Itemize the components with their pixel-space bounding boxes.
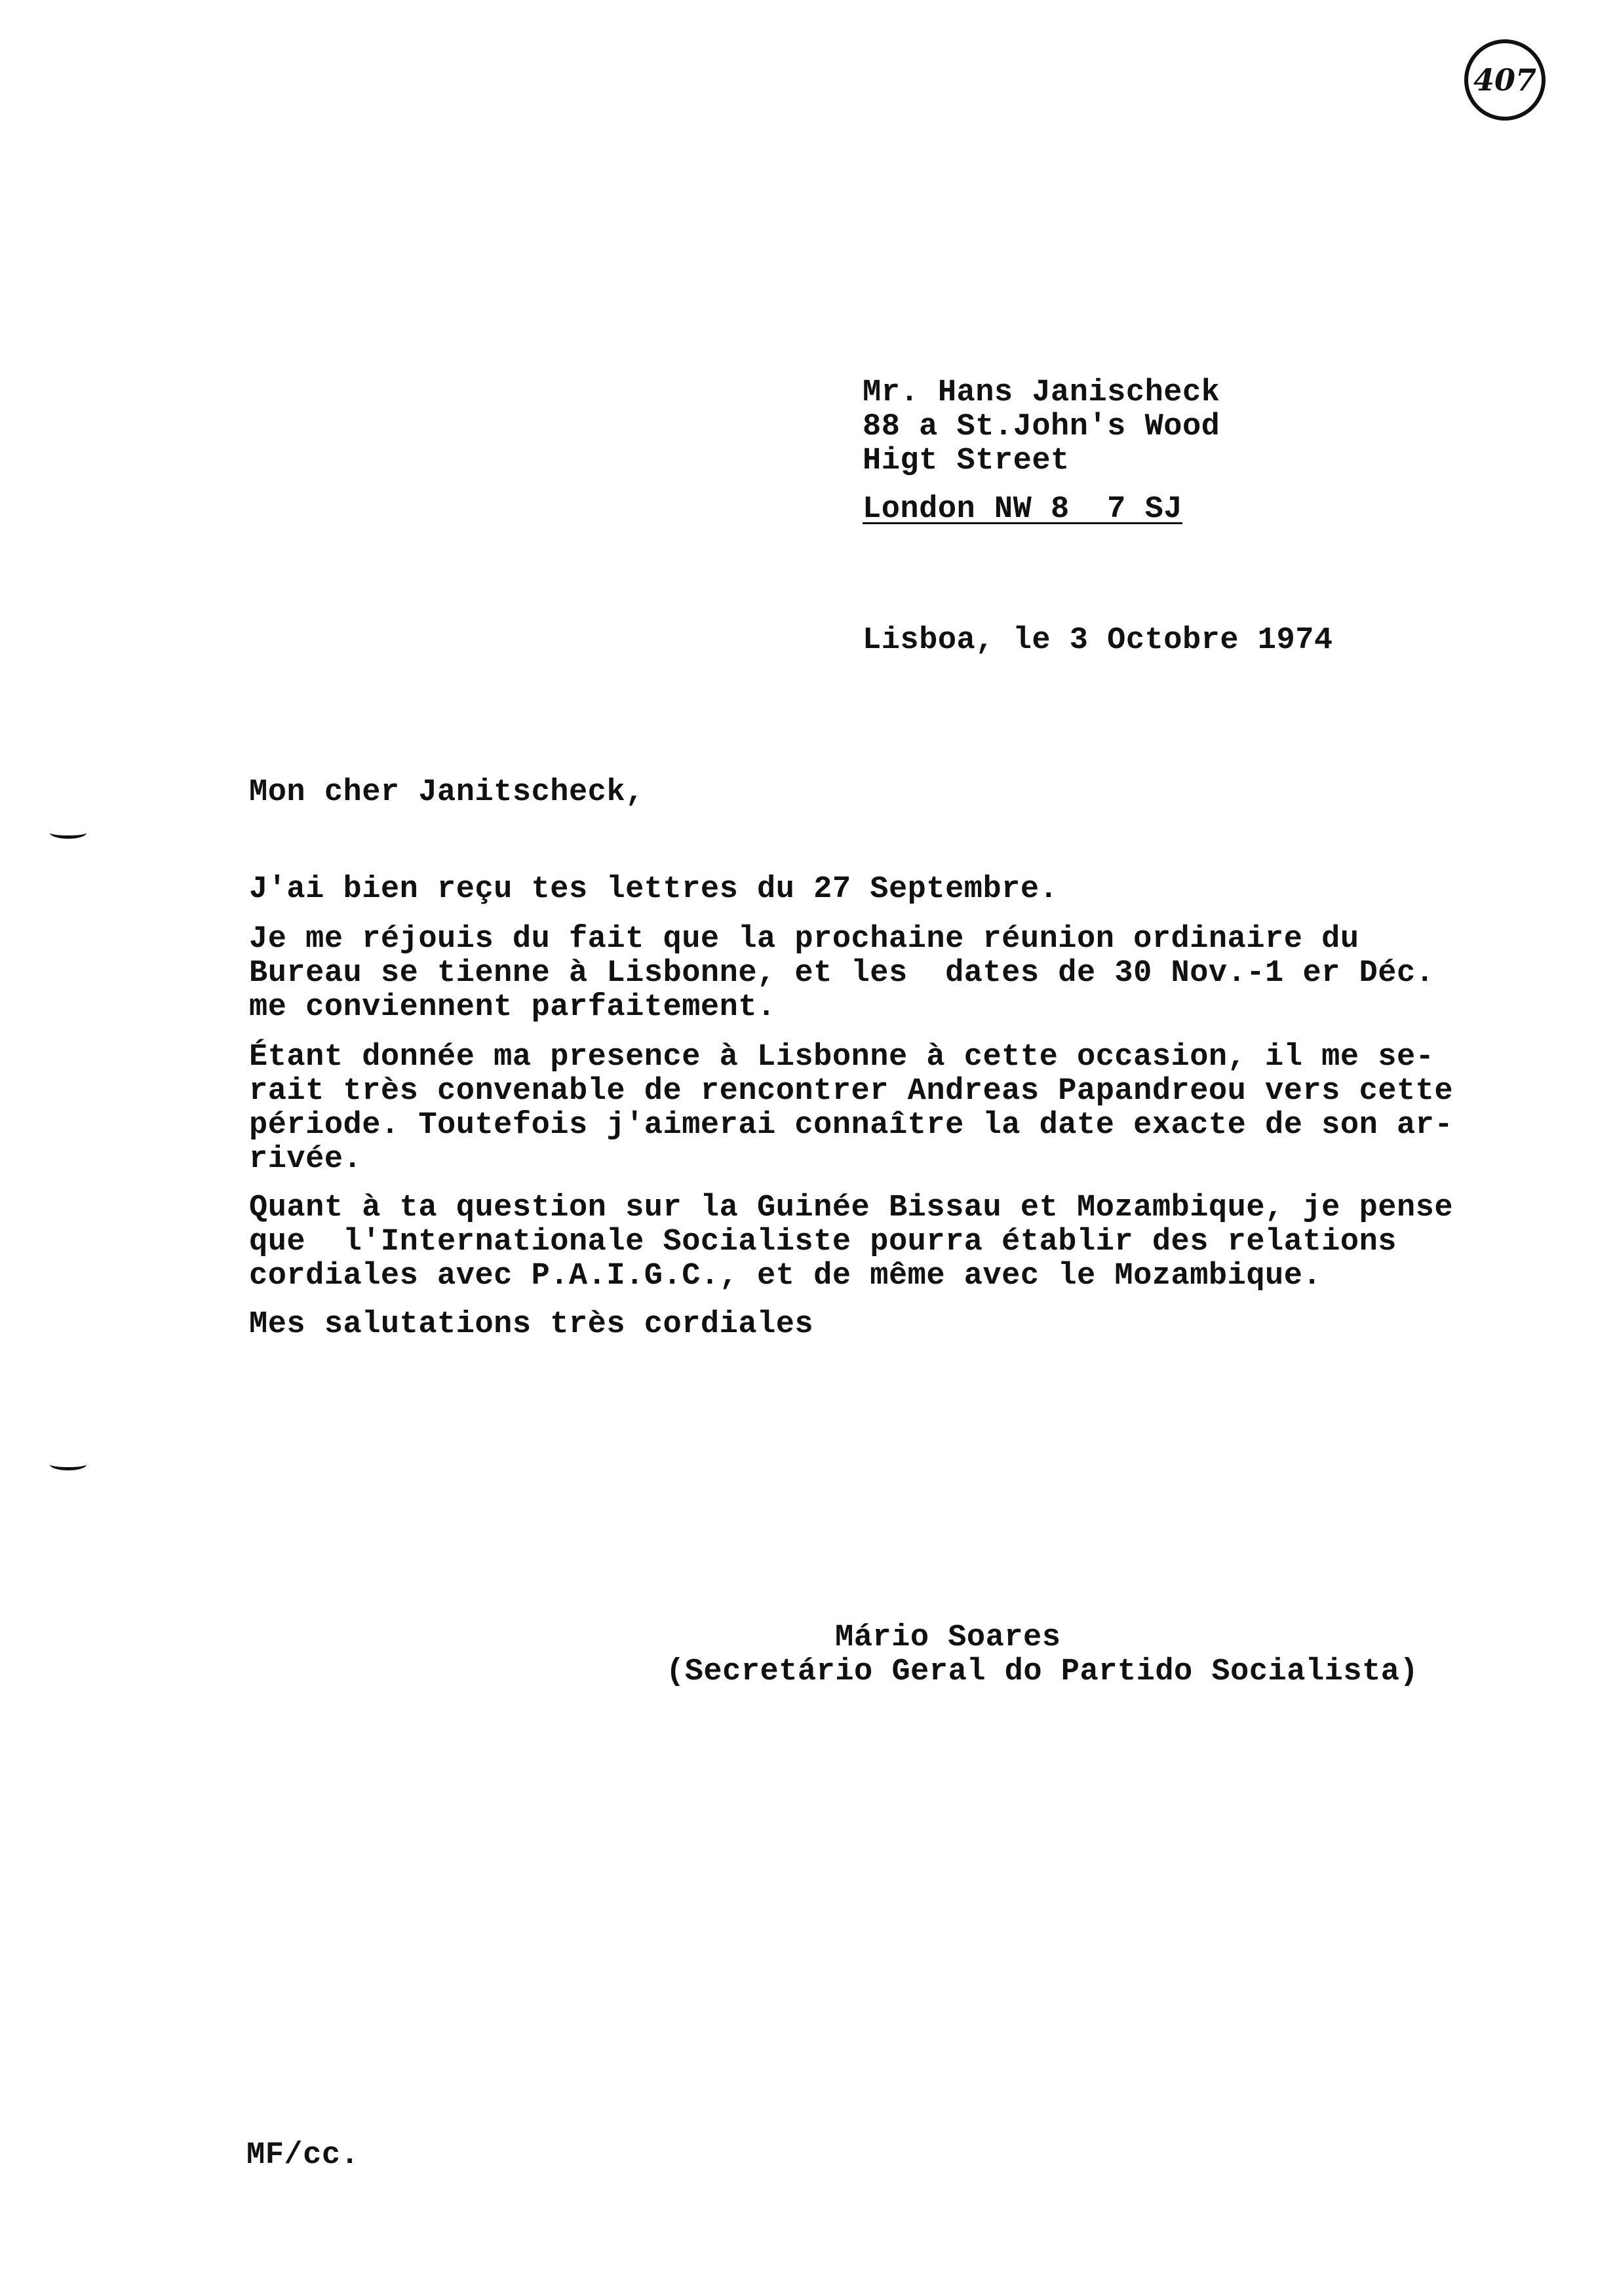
- body-line: Étant donnée ma presence à Lisbonne à cette occasion, il me se-: [249, 1040, 1435, 1075]
- body-line: cordiales avec P.A.I.G.C., et de même avec le Mozambique.: [249, 1259, 1322, 1293]
- signature-name: Mário Soares: [835, 1620, 1061, 1655]
- recipient-address-line1: 88 a St.John's Wood: [863, 410, 1220, 444]
- body-line: rait très convenable de rencontrer Andreas Papandreou vers cette: [249, 1074, 1454, 1109]
- punch-hole-mark-top: [50, 827, 87, 839]
- body-line: période. Toutefois j'aimerai connaître la date exacte de son ar-: [249, 1108, 1454, 1143]
- punch-hole-mark-bottom: [50, 1459, 87, 1470]
- body-line: Bureau se tienne à Lisbonne, et les dates de 30 Nov.-1 er Déc.: [249, 956, 1435, 991]
- recipient-city: London NW 8 7 SJ: [863, 492, 1182, 527]
- page-number-stamp: [1464, 39, 1546, 121]
- page-number-text: 407: [1473, 62, 1537, 98]
- signature-title: (Secretário Geral do Partido Socialista): [666, 1655, 1419, 1689]
- recipient-name: Mr. Hans Janischeck: [863, 375, 1220, 410]
- body-line: me conviennent parfaitement.: [249, 990, 776, 1025]
- date-line: Lisboa, le 3 Octobre 1974: [863, 623, 1333, 658]
- recipient-address-line2: Higt Street: [863, 444, 1070, 478]
- body-line: Quant à ta question sur la Guinée Bissau et Mozambique, je pense: [249, 1191, 1454, 1225]
- reference-initials: MF/cc.: [246, 2138, 360, 2173]
- body-line: que l'Internationale Socialiste pourra établir des relations: [249, 1225, 1397, 1259]
- body-line: Je me réjouis du fait que la prochaine réunion ordinaire du: [249, 922, 1359, 957]
- body-line: Mes salutations très cordiales: [249, 1307, 814, 1342]
- body-line: J'ai bien reçu tes lettres du 27 Septembre.: [249, 872, 1059, 907]
- salutation: Mon cher Janitscheck,: [249, 775, 644, 810]
- body-line: rivée.: [249, 1142, 362, 1177]
